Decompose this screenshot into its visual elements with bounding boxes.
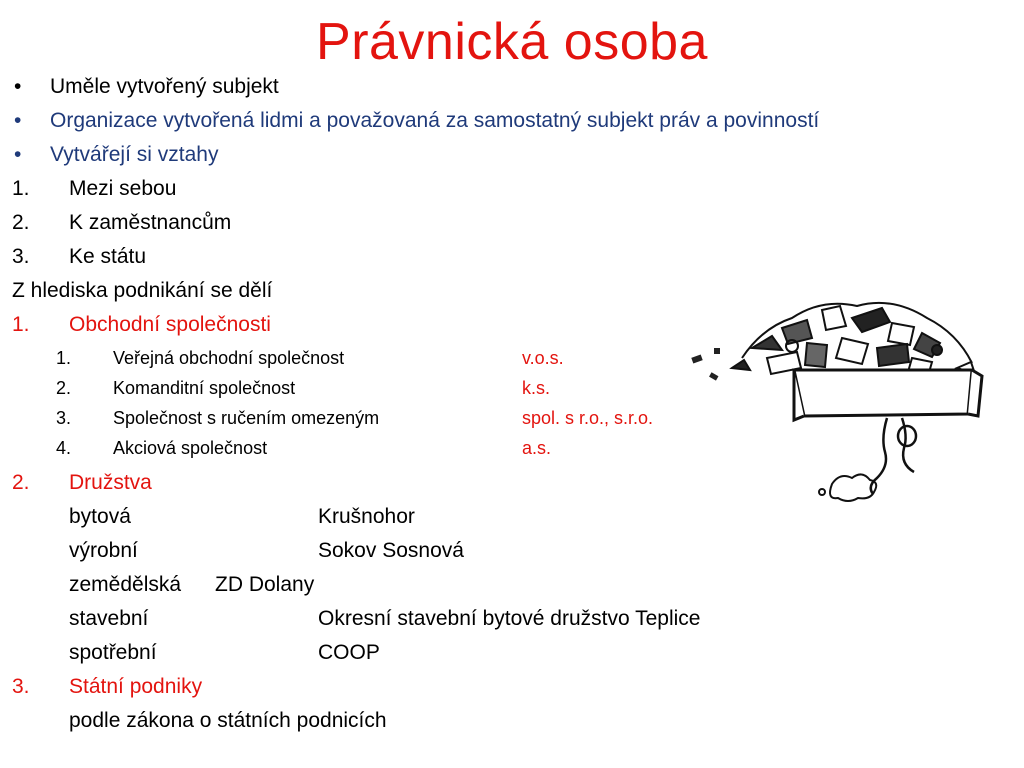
slide-title: Právnická osoba <box>316 13 708 71</box>
division-heading: Z hlediska podnikání se dělí <box>12 279 273 302</box>
company-abbr: k.s. <box>522 378 551 398</box>
overloaded-box-figure-icon <box>672 288 1008 512</box>
company-abbr: a.s. <box>522 438 552 458</box>
company-abbr: spol. s r.o., s.r.o. <box>522 408 654 428</box>
company-abbr: v.o.s. <box>522 348 564 368</box>
state-note: podle zákona o státních podnicích <box>69 709 387 732</box>
